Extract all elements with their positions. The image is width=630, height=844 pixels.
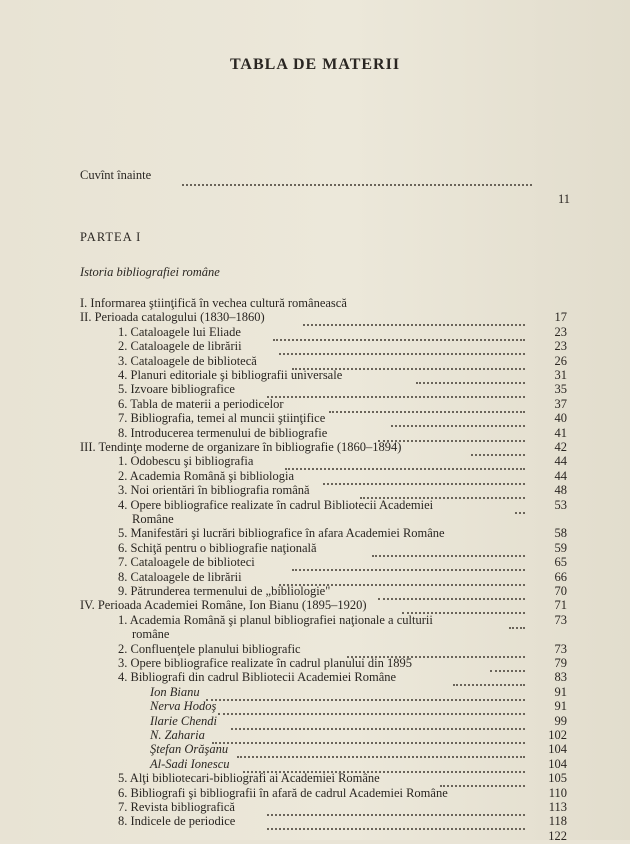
- toc-entry-page: 59: [554, 540, 567, 555]
- toc-entry-page: 104: [548, 742, 567, 757]
- toc-entry-text: 2. Academia Română şi bibliologia: [118, 468, 295, 483]
- part-heading: PARTEA I: [80, 230, 142, 244]
- toc-entry-page: 99: [554, 713, 567, 728]
- toc-entry-text: 9. Pătrunderea termenului de „bibliologie": [118, 584, 331, 598]
- toc-entry-text: 7. Cataloagele de biblioteci: [118, 555, 255, 570]
- toc-entry-text: III. Tendinţe moderne de organizare în bibliografie (1860–1894): [80, 440, 402, 454]
- toc-entry-text: Nerva Hodoş: [150, 699, 217, 714]
- toc-entry-page: 71: [554, 598, 567, 613]
- toc-entry-page: 66: [554, 569, 567, 584]
- dot-leader: [440, 773, 525, 787]
- toc-entry-page: 118: [548, 814, 567, 829]
- toc-entry-text: 5. Alţi bibliotecari-bibliografi ai Academiei Române: [118, 771, 380, 786]
- toc-entry-page: 26: [554, 353, 567, 368]
- dot-leader: [292, 557, 525, 571]
- toc-entry-page: 40: [554, 411, 567, 426]
- toc-entry-page: 23: [554, 339, 567, 354]
- toc-entry-text: 3. Opere bibliografice realizate în cadrul planului din 1895: [118, 656, 412, 670]
- toc-entry-text: 8. Introducerea termenului de bibliografie: [118, 425, 328, 440]
- dot-leader: [218, 701, 525, 715]
- dot-leader: [378, 586, 525, 600]
- toc-entry-page: 91: [554, 699, 567, 714]
- toc-entry-text: 4. Opere bibliografice realizate în cadrul Bibliotecii Academiei: [118, 497, 434, 512]
- toc-entry-text: IV. Perioada Academiei Române, Ion Bianu (1895–1920): [80, 598, 367, 613]
- dot-leader: [453, 672, 525, 686]
- toc-entry-page: 102: [548, 728, 567, 742]
- toc-entry-page: 79: [554, 656, 567, 670]
- dot-leader: [285, 456, 525, 470]
- toc-entry-text: 1. Academia Română şi planul bibliografiei naţionale a culturii: [118, 612, 433, 627]
- toc-entry-page: 53: [554, 497, 567, 512]
- toc-entry-page: 65: [554, 555, 567, 570]
- toc-entry-text: 8. Indicele de periodice: [118, 814, 236, 829]
- toc-entry-text: 4. Planuri editoriale şi bibliografii universale: [118, 368, 343, 382]
- toc-entry-page: 122: [548, 828, 567, 843]
- dot-leader: [212, 730, 525, 744]
- toc-entry-page: 31: [554, 368, 567, 382]
- toc-entry-text: II. Perioada catalogului (1830–1860): [80, 310, 265, 325]
- toc-entry-page: 17: [554, 310, 567, 325]
- toc-entry-page: 91: [554, 684, 567, 699]
- toc-entry-text: Al-Sadi Ionescu: [150, 756, 230, 771]
- toc-entry-text: 6. Schiţă pentru o bibliografie naţională: [118, 540, 317, 555]
- foreword-page: 11: [557, 192, 570, 206]
- toc-entry-page: 73: [554, 612, 567, 627]
- toc-entry-text: 7. Bibliografia, temei al muncii ştiinţifice: [118, 411, 326, 426]
- toc-entry-page: 42: [554, 440, 567, 454]
- dot-leader: [490, 658, 525, 672]
- dot-leader: [471, 442, 525, 456]
- dot-leader: [416, 370, 525, 384]
- toc-entry-page: 48: [554, 483, 567, 498]
- toc-entry-page: 58: [554, 526, 567, 541]
- dot-leader: [391, 413, 525, 427]
- dot-leader: [182, 172, 532, 186]
- toc-entry-page: 104: [548, 756, 567, 771]
- toc-entry-text: Ilarie Chendi: [150, 713, 218, 728]
- toc-entry-page: 110: [548, 785, 567, 800]
- toc-entry-text: Ion Bianu: [150, 684, 200, 699]
- toc-entry-text: 8. Cataloagele de librării: [118, 569, 242, 584]
- dot-leader: [206, 687, 525, 701]
- dot-leader: [323, 471, 525, 485]
- toc-entry-page: 37: [554, 396, 567, 411]
- part-subtitle: Istoria bibliografiei române: [80, 265, 220, 279]
- toc-entry-text: 6. Tabla de materii a periodicelor: [118, 396, 284, 411]
- toc-entry-text: 5. Izvoare bibliografice: [118, 382, 235, 397]
- toc-entry-text: 6. Bibliografi şi bibliografii în afară de cadrul Academiei Române: [118, 785, 448, 800]
- toc-entry-text: 4. Bibliografi din cadrul Bibliotecii Academiei Române: [118, 670, 397, 685]
- toc-entry-page: 35: [554, 382, 567, 397]
- toc-entry-page: 105: [548, 771, 567, 786]
- toc-entry-text: 2. Cataloagele de librării: [118, 339, 242, 354]
- toc-entry-text: 3. Noi orientări în bibliografia română: [118, 483, 310, 498]
- toc-entry-page: 44: [554, 468, 567, 483]
- toc-entry-text: I. Informarea ştiinţifică în vechea cultură românească: [80, 296, 347, 310]
- dot-leader: [231, 716, 525, 730]
- toc-entry-text: 5. Manifestări şi lucrări bibliografice în afara Academiei Române: [118, 526, 445, 541]
- toc-entry-page: 70: [554, 584, 567, 598]
- dot-leader: [237, 744, 525, 758]
- toc-entry-text: Române: [132, 512, 174, 526]
- foreword-label: Cuvînt înainte: [80, 168, 152, 182]
- dot-leader: [329, 399, 525, 413]
- dot-leader: [267, 384, 525, 398]
- toc-entry-text: 3. Cataloagele de bibliotecă: [118, 353, 257, 368]
- dot-leader: [509, 615, 525, 629]
- dot-leader: [303, 312, 525, 326]
- toc-entry-page: 44: [554, 454, 567, 469]
- toc-entry-text: 7. Revista bibliografică: [118, 800, 235, 814]
- dot-leader: [515, 500, 525, 514]
- toc-entry-text: 2. Confluenţele planului bibliografic: [118, 641, 301, 656]
- dot-leader: [267, 802, 525, 816]
- toc-entry-text: române: [132, 627, 170, 642]
- page-title: TABLA DE MATERII: [229, 56, 401, 73]
- toc-entry-text: N. Zaharia: [150, 728, 205, 742]
- toc-entry-text: Ştefan Orăşanu: [150, 742, 229, 757]
- toc-entry-page: 73: [554, 641, 567, 656]
- toc-entry-text: 1. Cataloagele lui Eliade: [118, 324, 241, 339]
- dot-leader: [372, 543, 525, 557]
- toc-entry-page: 113: [548, 800, 567, 814]
- dot-leader: [279, 341, 525, 355]
- dot-leader: [273, 327, 525, 341]
- toc-entry-page: 41: [554, 425, 567, 440]
- dot-leader: [267, 816, 525, 830]
- toc-entry-text: 1. Odobescu şi bibliografia: [118, 454, 254, 469]
- toc-entry-page: 23: [554, 324, 567, 339]
- toc-entry-page: 83: [554, 670, 567, 685]
